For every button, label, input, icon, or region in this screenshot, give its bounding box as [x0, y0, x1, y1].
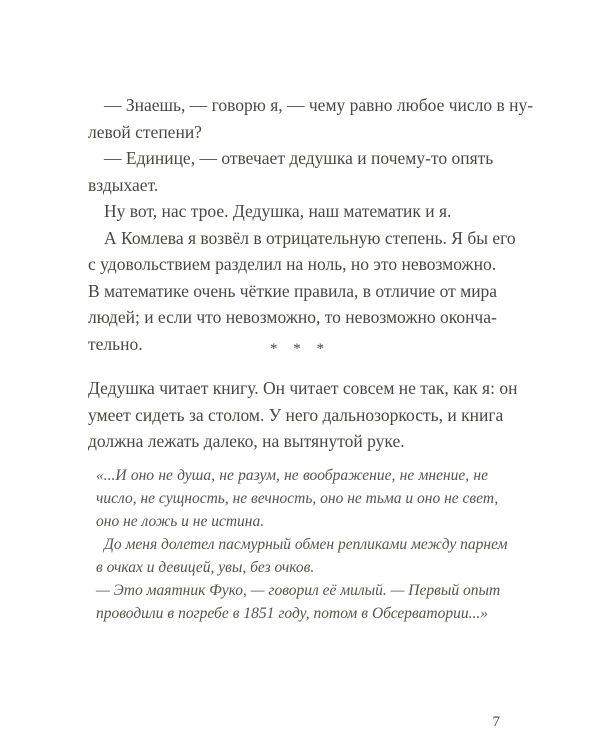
section-separator: * * * [270, 341, 330, 357]
page-number: 7 [492, 714, 500, 730]
text-line: тельно. [88, 333, 143, 354]
text-line: с удовольствием разделил на ноль, но это невозможно. [88, 254, 497, 274]
quote-line: До меня долетел пасмурный обмен репликами между парнем [104, 536, 508, 553]
quote-section [96, 464, 508, 625]
text-line: вздыхает. [88, 174, 159, 195]
dialogue-section [88, 92, 534, 357]
quote-line: в очках и девицей, увы, без очков. [96, 559, 315, 576]
text-line: — Знаешь, — говорю я, — чему равно любое число в ну- [104, 95, 534, 115]
text-line: Ну вот, нас трое. Дедушка, наш математик и я. [104, 201, 452, 221]
quote-line: — Это маятник Фуко, — говорил её милый. — Первый опыт [96, 582, 501, 599]
quote-line: «...И оно не душа, не разум, не воображение, не мнение, не [96, 467, 488, 484]
text-line: людей; и если что невозможно, то невозможно оконча- [88, 307, 497, 327]
text-line: левой степени? [88, 121, 202, 142]
text-line: должна лежать далеко, на вытянутой руке. [88, 431, 405, 451]
quote-line: проводили в погребе в 1851 году, потом в Обсерватории...» [96, 605, 488, 622]
reading-section [88, 375, 518, 455]
text-line: Дедушка читает книгу. Он читает совсем не так, как я: он [88, 378, 518, 398]
text-line: — Единице, — отвечает дедушка и почему-то опять [104, 148, 494, 168]
text-line: умеет сидеть за столом. У него дальнозоркость, и книга [88, 404, 504, 425]
text-line: А Комлева я возвёл в отрицательную степень. Я бы его [104, 227, 516, 248]
text-line: В математике очень чёткие правила, в отличие от мира [88, 280, 498, 301]
quote-line: оно не ложь и не истина. [96, 513, 265, 530]
quote-line: число, не сущность, не вечность, оно не тьма и оно не свет, [96, 490, 499, 507]
